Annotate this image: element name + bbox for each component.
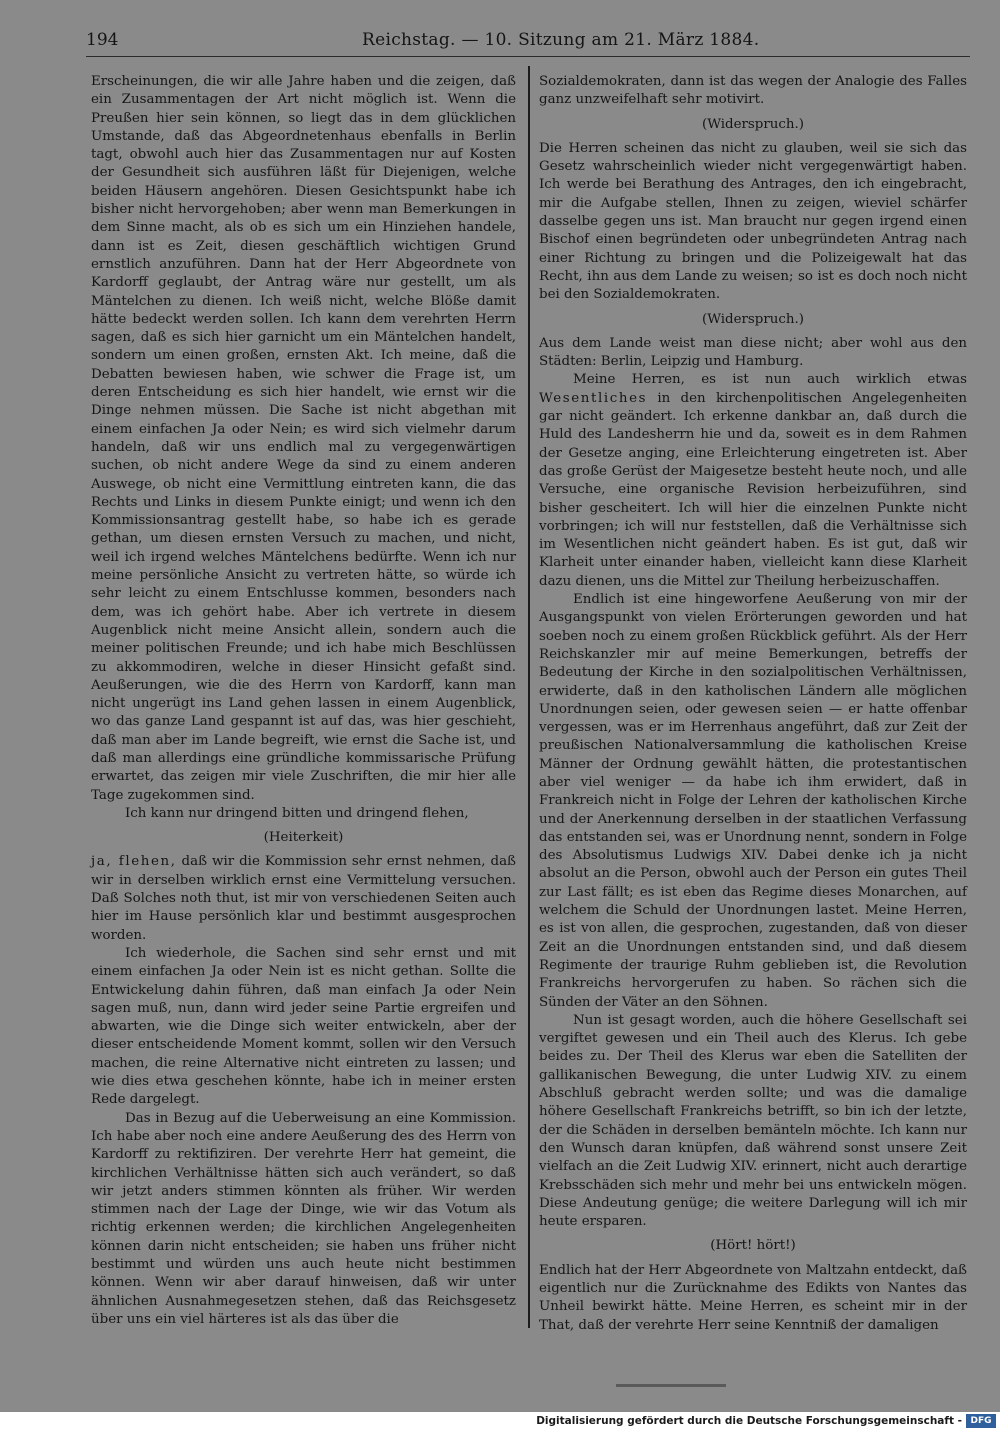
right-paragraph-2: Die Herren scheinen das nicht zu glauben, weil sie sich das Gesetz wahrscheinlich wieder nicht vergegenwärtigt haben. Ich werde bei Berathung des Antrages, den ich eingebracht, mir die Aufgabe stellen, Ihnen zu zeigen, wieviel schärfer dasselbe gegen uns ist. Man braucht nur gegen irgend einen Bischof einen begründeten oder unbegründeten Antrag nach einer Richtung zu bringen und die Polizeigewalt hat das Recht, ihn aus dem Lande zu weisen; so ist es doch noch nicht bei den Sozialdemokraten.	[539, 140, 967, 303]
scan-artifact	[616, 1384, 726, 1387]
left-paragraph-2: Ich kann nur dringend bitten und dringend flehen,	[125, 805, 469, 821]
stage-direction-widerspruch-1: (Widerspruch.)	[701, 116, 804, 132]
funding-credit: Digitalisierung gefördert durch die Deutsche Forschungsgemeinschaft -	[536, 1415, 962, 1427]
right-paragraph-4-end: in den kirchenpolitischen Angelegenheiten gar nicht geändert. Ich erkenne dankbar an, daß durch die Huld des Landesherrn hie und da, soweit es in dem Rahmen der Gesetze anging, eine Erleichterung eingetreten ist. Aber das große Gerüst der Maigesetze besteht heute noch, und alle Versuche, eine organische Revision herbeizuführen, sind bisher gescheitert. Ich will hier die einzelnen Punkte nicht vorbringen; ich will nur feststellen, daß die Verhältnisse sich im Wesentlichen nicht geändert haben. Es ist gut, daß wir Klarheit unter einander haben, vielleicht kann diese Klarheit dazu dienen, uns die Mittel zur Theilung herbeizuschaffen.	[539, 390, 967, 589]
stage-direction-heiterkeit: (Heiterkeit)	[263, 830, 344, 846]
page-header	[0, 0, 1000, 66]
right-paragraph-3: Aus dem Lande weist man diese nicht; aber wohl aus den Städten: Berlin, Leipzig und Hamburg.	[539, 335, 967, 370]
right-paragraph-6: Nun ist gesagt worden, auch die höhere Gesellschaft sei vergiftet gewesen und ein Theil auch des Klerus. Ich gebe beides zu. Der Theil des Klerus war eben die Satelliten der gallikanischen Bewegung, die unter Ludwig XIV. zu einem Abschluß gebracht werden sollte; und was die damalige höhere Gesellschaft Frankreichs betrifft, so bin ich der letzte, der die Schäden in derselben bemänteln möchte. Ich kann nur den Wunsch daran knüpfen, daß während sonst unsere Zeit vielfach an die Zeit Ludwig XIV. erinnert, nicht auch derartige Krebsschäden sich mehr und mehr bei uns entwickeln mögen. Diese Andeutung genüge; die weitere Darlegung will ich mir heute ersparen.	[539, 1012, 967, 1230]
right-paragraph-4	[539, 371, 967, 591]
stage-direction-widerspruch-2: (Widerspruch.)	[701, 311, 804, 327]
right-column	[539, 73, 967, 1335]
dfg-logo: DFG	[966, 1414, 996, 1428]
left-paragraph-1: Erscheinungen, die wir alle Jahre haben und die zeigen, daß ein Zusammentagen der Art nicht möglich ist. Wenn die Preußen hier sein können, so liegt das in dem glücklichen Umstande, daß das Abgeordnetenhaus ebenfalls in Berlin tagt, obwohl auch hier das Zusammentagen nur auf Kosten der Gesundheit sich ausführen läßt für Diejenigen, welche beiden Häusern angehören. Diesen Gesichtspunkt habe ich bisher nicht hervorgehoben; aber wenn man Bemerkungen in dem Sinne macht, als ob es sich um ein Hinziehen handele, dann ist es Zeit, diesen geschäftlich wichtigen Grund ernstlich anzuführen. Dann hat der Herr Abgeordnete von Kardorff geglaubt, der Antrag wäre nur gestellt, um als Mäntelchen zu dienen. Ich weiß nicht, welche Blöße damit hätte bedeckt werden sollen. Ich kann dem verehrten Herrn sagen, daß es sich hier garnicht um ein Mäntelchen handelt, sondern um einen großen, ernsten Akt. Ich meine, daß die Debatten bewiesen haben, wie schwer die Frage ist, um deren Entscheidung es sich hier handelt, wie ernst wir die Dinge nehmen müssen. Die Sache ist nicht abgethan mit einem einfachen Ja oder Nein; es wird sich vielmehr darum handeln, daß wir uns endlich mal zu vergegenwärtigen suchen, ob nicht andere Wege da sind zu einem anderen Auswege, ob nicht eine Vermittlung eintreten kann, die das Rechts und Links in diesem Punkte einigt; und wenn ich den Kommissionsantrag gestellt habe, so habe ich es gerade gethan, um diesen ernsten Versuch zu machen, und nicht, weil ich irgend welches Mäntelchens bedürfte. Wenn ich nur meine persönliche Ansicht zu vertreten hätte, so würde ich sehr leicht zu einem Entschlusse kommen, besonders nach dem, was ich gehört habe. Aber ich vertrete in diesem Augenblick nicht meine Ansicht allein, sondern auch die meiner politischen Freunde; und ich habe mich Beschlüssen zu akkommodiren, welche in dieser Hinsicht gefaßt sind. Aeußerungen, wie die des Herrn von Kardorff, kann man nicht ungerügt ins Land gehen lassen in einem Augenblick, wo das ganze Land gespannt ist auf das, was hier geschieht, daß man aber im Lande begreift, wie ernst die Sache ist, und daß man allerdings eine gründliche kommissarische Prüfung erwartet, das zeigen mir viele Zuschriften, die mir hier alle Tage zugekommen sind.	[91, 74, 516, 803]
spaced-emphasis: Wesentliches	[539, 390, 648, 406]
right-paragraph-1: Sozialdemokraten, dann ist das wegen der Analogie des Falles ganz unzweifelhaft sehr motivirt.	[539, 74, 967, 108]
page-number: 194	[86, 30, 119, 50]
left-paragraph-3	[91, 853, 516, 944]
stage-direction-hoert: (Hört! hört!)	[710, 1238, 796, 1254]
digitization-footer	[0, 1412, 1000, 1432]
column-divider	[528, 66, 530, 1328]
left-column	[91, 73, 516, 1329]
header-rule	[86, 56, 970, 57]
spaced-emphasis: ja, flehen,	[91, 854, 177, 870]
left-paragraph-5: Das in Bezug auf die Ueberweisung an eine Kommission. Ich habe aber noch eine andere Aeußerung des des Herrn von Kardorff zu rektifiziren. Der verehrte Herr hat gemeint, die kirchlichen Verhältnisse hätten sich auch verändert, so daß wir jetzt anders stimmen könnten als früher. Wir werden stimmen nach der Lage der Dinge, wie wir das Votum als richtig erkennen werden; die kirchlichen Angelegenheiten können darin nicht entscheiden; sie haben uns früher nicht bestimmt und würden uns auch heute nicht bestimmen können. Wenn wir aber darauf hinweisen, daß wir unter ähnlichen Ausnahmegesetzen stehen, daß das Reichsgesetz über uns ein viel härteres ist als das über die	[91, 1110, 516, 1327]
running-title: Reichstag. — 10. Sitzung am 21. März 1884.	[362, 30, 760, 50]
left-paragraph-3-text: daß wir die Kommission sehr ernst nehmen, daß wir in derselben wirklich ernst eine Vermittelung versuchen. Daß Solches noth thut, ist mir von verschiedenen Seiten auch hier im Hause persönlich klar und bestimmt ausgesprochen worden.	[91, 854, 517, 943]
right-paragraph-5: Endlich ist eine hingeworfene Aeußerung von mir der Ausgangspunkt von vielen Erörterungen geworden und hat soeben noch zu einem großen Rückblick geführt. Als der Herr Reichskanzler mir auf meine Bemerkungen, betreffs der Bedeutung der Kirche in den sozialpolitischen Verhältnissen, erwiderte, daß in den katholischen Ländern alle möglichen Unordnungen seien, oder gewesen seien — er hatte offenbar vergessen, was er im Herrenhaus angeführt, daß zur Zeit der preußischen Nationalversammlung die katholischen Kreise Männer der Ordnung gewählt hätten, die protestantischen aber viel weniger — da habe ich ihm erwidert, daß in Frankreich nicht in Folge der Lehren der katholischen Kirche und der Anerkennung derselben in der staatlichen Verfassung das entstanden sei, was er Unordnung nennt, sondern in Folge des Absolutismus Ludwigs XIV. Dabei denke ich ja nicht absolut an die Person, obwohl auch der Person ein gutes Theil zur Last fällt; es ist eben das Regime dieses Monarchen, auf welchem die Schuld der Unordnungen lastet. Meine Herren, es ist von allen, die gesprochen, zugestanden, daß von dieser Zeit an die Unordnungen entstanden sind, und daß diesem Regimente der traurige Ruhm geblieben ist, die Revolution Frankreichs hervorgerufen zu haben. So rächen sich die Sünden der Väter an den Söhnen.	[539, 592, 967, 1010]
right-paragraph-7: Endlich hat der Herr Abgeordnete von Maltzahn entdeckt, daß eigentlich nur die Zurücknahme des Edikts von Nantes das Unheil bewirkt hätte. Meine Herren, es scheint mir in der That, daß der verehrte Herr seine Kenntniß der damaligen	[539, 1262, 967, 1333]
left-paragraph-4: Ich wiederhole, die Sachen sind sehr ernst und mit einem einfachen Ja oder Nein ist es nicht gethan. Sollte die Entwickelung dahin führen, daß man einfach Ja oder Nein sagen muß, nun, dann wird jeder seine Partie ergreifen und abwarten, wie die Dinge sich weiter entwickeln, aber der dieser entscheidende Moment kommt, sollen wir den Versuch machen, die reine Alternative nicht eintreten zu lassen; und wie dies etwa geschehen könnte, habe ich in meiner ersten Rede dargelegt.	[91, 945, 516, 1108]
right-paragraph-4-start: Meine Herren, es ist nun auch wirklich etwas	[573, 372, 967, 388]
